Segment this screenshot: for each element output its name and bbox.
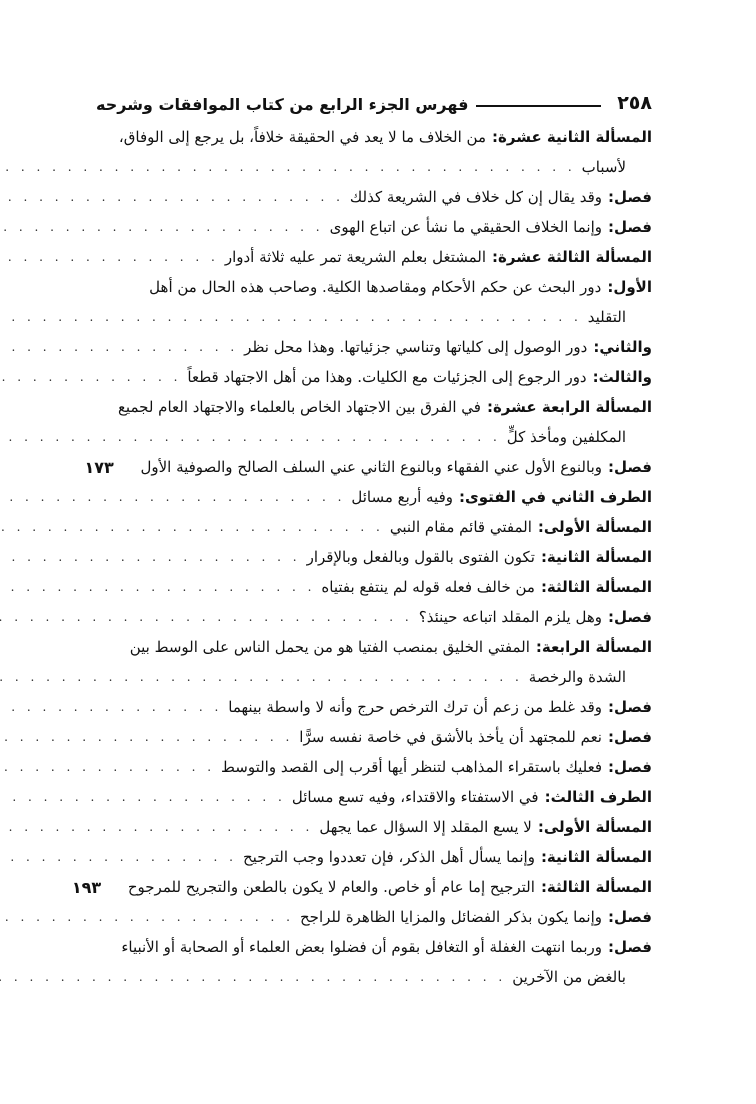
entry-text: وقد يقال إن كل خلاف في الشريعة كذلك	[349, 188, 602, 206]
entry-heading: فصل:	[608, 728, 652, 746]
dot-leader	[0, 820, 313, 834]
entry-text: تكون الفتوى بالقول وبالفعل وبالإقرار	[306, 548, 535, 566]
entry-heading: المسألة الثالثة عشرة:	[492, 248, 652, 266]
entry-continuation-text: الشدة والرخصة	[528, 668, 626, 686]
dot-leader	[0, 490, 345, 504]
entry-continuation-line	[96, 422, 652, 452]
entry-text: من خالف فعله قوله لم ينتفع بفتياه	[321, 578, 535, 596]
header-title: فهرس الجزء الرابع من كتاب الموافقات وشرحه	[96, 95, 469, 114]
entry-continuation-line	[96, 152, 652, 182]
index-entry	[96, 602, 652, 632]
entry-line	[96, 212, 652, 242]
dot-leader	[0, 160, 576, 174]
index-entry	[96, 782, 652, 812]
dot-leader	[0, 220, 324, 234]
entry-text: دور البحث عن حكم الأحكام ومقاصدها الكلية. وصاحب هذه الحال من أهل	[149, 278, 602, 296]
entry-text: وهل يلزم المقلد اتباعه حينئذ؟	[418, 608, 602, 626]
entry-heading: فصل:	[608, 218, 652, 236]
entry-heading: المسألة الثانية:	[540, 848, 652, 866]
entry-heading: المسألة الثانية عشرة:	[492, 128, 652, 146]
entry-text: وبالنوع الأول عني الفقهاء وبالنوع الثاني عني السلف الصالح والصوفية الأول	[140, 458, 602, 476]
entry-text: لا يسع المقلد إلا السؤال عما يجهل	[319, 818, 532, 836]
index-entry	[96, 752, 652, 782]
entry-text: وإنما الخلاف الحقيقي ما نشأ عن اتباع الهوى	[329, 218, 602, 236]
entry-line	[96, 542, 652, 572]
index-entry	[96, 842, 652, 872]
entry-text: نعم للمجتهد أن يأخذ بالأشق في خاصة نفسه سرًّا	[299, 728, 602, 746]
dot-leader	[0, 190, 344, 204]
entry-heading: فصل:	[608, 938, 652, 956]
index-entry	[96, 932, 652, 992]
dot-leader	[0, 700, 222, 714]
entry-text: دور الرجوع إلى الجزئيات مع الكليات. وهذا من أهل الاجتهاد قطعاً	[187, 368, 587, 386]
entry-heading: فصل:	[608, 458, 652, 476]
entry-line	[96, 512, 652, 542]
entry-heading: والثاني:	[593, 338, 652, 356]
entry-text: وإنما يسأل أهل الذكر، فإن تعددوا وجب الترجيح	[243, 848, 535, 866]
header-rule	[476, 105, 601, 107]
index-entry	[96, 392, 652, 452]
entry-heading: فصل:	[608, 608, 652, 626]
entry-line	[96, 332, 652, 362]
dot-leader	[0, 520, 384, 534]
entry-line	[96, 902, 652, 932]
dot-leader	[0, 910, 294, 924]
entry-line	[96, 572, 652, 602]
entry-heading: الأول:	[607, 278, 652, 296]
dot-leader	[0, 370, 181, 384]
entry-line	[96, 812, 652, 842]
index-entry	[96, 122, 652, 182]
entry-heading: فصل:	[608, 188, 652, 206]
entry-line	[84, 452, 652, 482]
entry-line	[96, 602, 652, 632]
dot-leader	[0, 760, 215, 774]
entry-heading: المسألة الثالثة:	[540, 578, 652, 596]
index-entry	[96, 332, 652, 362]
index-entry	[96, 542, 652, 572]
dot-leader	[0, 790, 286, 804]
index-entry	[96, 722, 652, 752]
entry-line	[96, 122, 652, 152]
index-entry	[96, 362, 652, 392]
entry-continuation-text: لأسباب	[581, 158, 626, 176]
entry-page-number: ١٩٣	[71, 877, 102, 897]
entry-text: من الخلاف ما لا يعد في الحقيقة خلافاً، بل يرجع إلى الوفاق،	[118, 128, 487, 146]
entry-text: المفتي قائم مقام النبي	[389, 518, 532, 536]
index-entry	[96, 242, 652, 272]
entry-text: وقد غلط من زعم أن ترك الترخص حرج وأنه لا واسطة بينهما	[228, 698, 602, 716]
index-entry	[96, 482, 652, 512]
dot-leader	[0, 580, 315, 594]
dot-leader	[0, 730, 293, 744]
entry-heading: المسألة الثانية:	[540, 548, 652, 566]
entry-text: وفيه أربع مسائل	[351, 488, 453, 506]
entry-text: في الفرق بين الاجتهاد الخاص بالعلماء والاجتهاد العام لجميع	[117, 398, 481, 416]
entry-continuation-text: التقليد	[587, 308, 626, 326]
entry-line	[96, 482, 652, 512]
entry-line	[96, 632, 652, 662]
entry-text: المشتغل بعلم الشريعة تمر عليه ثلاثة أدوار	[224, 248, 487, 266]
entry-line	[96, 932, 652, 962]
entry-continuation-text: بالغض من الآخرين	[512, 968, 626, 986]
entry-line	[96, 842, 652, 872]
entry-line	[96, 722, 652, 752]
entry-continuation-line	[96, 302, 652, 332]
entry-line	[96, 182, 652, 212]
index-entry	[96, 902, 652, 932]
index-entry	[96, 212, 652, 242]
entry-line	[96, 362, 652, 392]
entry-text: وربما انتهت الغفلة أو التغافل بقوم أن فضلوا بعض العلماء أو الصحابة أو الأنبياء	[121, 938, 602, 956]
page-number: ٢٥٨	[617, 92, 652, 114]
entry-line	[96, 392, 652, 422]
entry-continuation-line	[96, 662, 652, 692]
index-entry	[96, 512, 652, 542]
entry-text: في الاستفتاء والاقتداء، وفيه تسع مسائل	[291, 788, 539, 806]
index-entry	[96, 692, 652, 722]
dot-leader	[0, 250, 219, 264]
entry-text: فعليك باستقراء المذاهب لتنظر أيها أقرب إلى القصد والتوسط	[221, 758, 602, 776]
index-entry	[96, 182, 652, 212]
dot-leader	[0, 670, 523, 684]
index-entry	[96, 632, 652, 692]
entry-heading: فصل:	[608, 758, 652, 776]
entry-line	[96, 782, 652, 812]
dot-leader	[0, 850, 237, 864]
entry-heading: الطرف الثالث:	[544, 788, 652, 806]
dot-leader	[0, 430, 501, 444]
entry-line	[71, 872, 652, 902]
running-header	[96, 84, 652, 114]
entry-heading: المسألة الرابعة:	[535, 638, 652, 656]
entry-text: دور الوصول إلى كلياتها وتناسي جزئياتها. وهذا محل نظر	[244, 338, 588, 356]
entry-heading: والثالث:	[592, 368, 652, 386]
dot-leader	[0, 610, 413, 624]
dot-leader	[0, 550, 301, 564]
entry-heading: فصل:	[608, 698, 652, 716]
entry-line	[96, 242, 652, 272]
entry-heading: الطرف الثاني في الفتوى:	[459, 488, 652, 506]
entry-heading: المسألة الأولى:	[537, 818, 652, 836]
entry-line	[96, 272, 652, 302]
entry-text: المفتي الخليق بمنصب الفتيا هو من يحمل الناس على الوسط بين	[129, 638, 530, 656]
entry-heading: فصل:	[608, 908, 652, 926]
index-entry	[71, 872, 652, 902]
entry-heading: المسألة الرابعة عشرة:	[486, 398, 652, 416]
entry-continuation-text: المكلفين ومأخذ كلٍّ	[506, 428, 626, 446]
index-entry	[96, 812, 652, 842]
entry-line	[96, 752, 652, 782]
entry-line	[96, 692, 652, 722]
entry-heading: المسألة الأولى:	[537, 518, 652, 536]
dot-leader	[0, 340, 238, 354]
entry-text: وإنما يكون بذكر الفضائل والمزايا الظاهرة للراجح	[300, 908, 602, 926]
index-entry	[96, 272, 652, 332]
entry-continuation-line	[96, 962, 652, 992]
index-entry	[96, 572, 652, 602]
entry-text: الترجيح إما عام أو خاص. والعام لا يكون بالطعن والتجريح للمرجوح	[127, 878, 535, 896]
index-entries	[71, 122, 652, 992]
entry-page-number: ١٧٣	[84, 457, 114, 477]
index-entry	[84, 452, 652, 482]
dot-leader	[0, 970, 506, 984]
entry-heading: المسألة الثالثة:	[540, 878, 652, 896]
dot-leader	[0, 310, 582, 324]
